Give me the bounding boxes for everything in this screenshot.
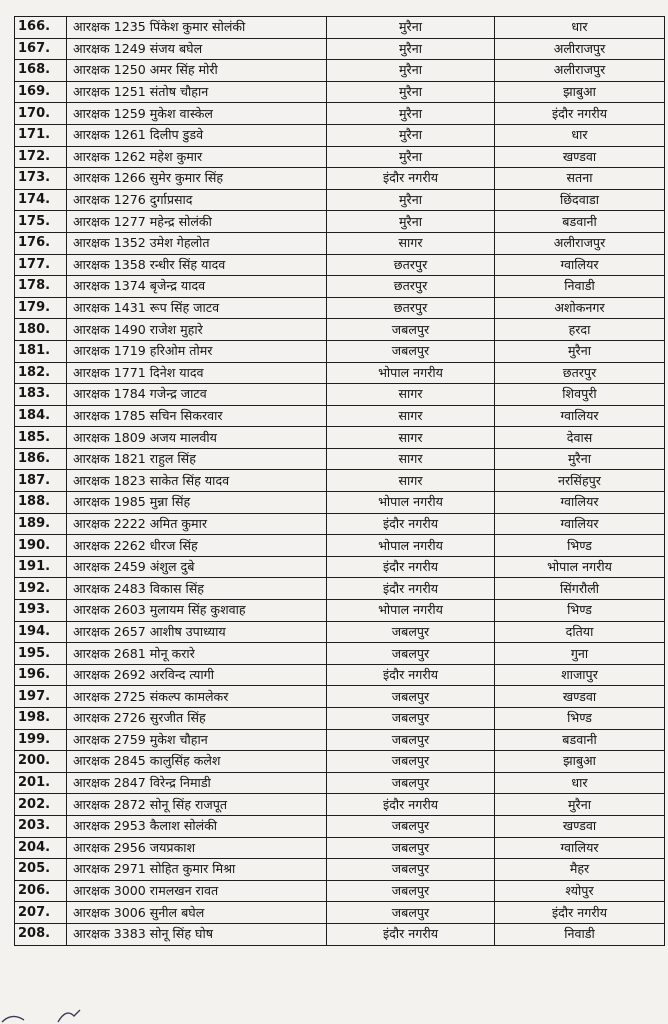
employee-name-cell: आरक्षक 1823 साकेत सिंह यादव xyxy=(67,470,327,492)
table-row xyxy=(15,837,665,859)
table-row xyxy=(15,492,665,514)
serial-number-cell: 168. xyxy=(15,60,67,82)
pen-mark xyxy=(0,1004,120,1024)
employee-name-cell: आरक्षक 1266 सुमेर कुमार सिंह xyxy=(67,168,327,190)
to-district-cell: मुरैना xyxy=(495,340,665,362)
employee-name-cell: आरक्षक 1719 हरिओम तोमर xyxy=(67,340,327,362)
serial-number-cell: 170. xyxy=(15,103,67,125)
from-district-cell: जबलपुर xyxy=(327,772,495,794)
to-district-cell: मुरैना xyxy=(495,448,665,470)
to-district-cell: गुना xyxy=(495,643,665,665)
employee-name-cell: आरक्षक 2681 मोनू करारे xyxy=(67,643,327,665)
from-district-cell: मुरैना xyxy=(327,146,495,168)
from-district-cell: जबलपुर xyxy=(327,686,495,708)
employee-name-cell: आरक्षक 1250 अमर सिंह मोरी xyxy=(67,60,327,82)
employee-name-cell: आरक्षक 1358 रन्धीर सिंह यादव xyxy=(67,254,327,276)
employee-name-cell: आरक्षक 1431 रूप सिंह जाटव xyxy=(67,297,327,319)
serial-number-cell: 203. xyxy=(15,815,67,837)
from-district-cell: इंदौर नगरीय xyxy=(327,578,495,600)
serial-number-cell: 199. xyxy=(15,729,67,751)
employee-name-cell: आरक्षक 2262 धीरज सिंह xyxy=(67,535,327,557)
from-district-cell: जबलपुर xyxy=(327,902,495,924)
from-district-cell: मुरैना xyxy=(327,81,495,103)
table-row xyxy=(15,664,665,686)
serial-number-cell: 200. xyxy=(15,751,67,773)
table-row xyxy=(15,729,665,751)
employee-name-cell: आरक्षक 1262 महेश कुमार xyxy=(67,146,327,168)
table-row xyxy=(15,276,665,298)
serial-number-cell: 185. xyxy=(15,427,67,449)
employee-name-cell: आरक्षक 2956 जयप्रकाश xyxy=(67,837,327,859)
to-district-cell: मैहर xyxy=(495,859,665,881)
from-district-cell: इंदौर नगरीय xyxy=(327,168,495,190)
employee-name-cell: आरक्षक 1784 गजेन्द्र जाटव xyxy=(67,384,327,406)
serial-number-cell: 190. xyxy=(15,535,67,557)
from-district-cell: छतरपुर xyxy=(327,276,495,298)
table-row xyxy=(15,405,665,427)
transfer-list-body xyxy=(15,17,665,946)
serial-number-cell: 171. xyxy=(15,124,67,146)
serial-number-cell: 208. xyxy=(15,923,67,945)
employee-name-cell: आरक्षक 2847 विरेन्द्र निमाडी xyxy=(67,772,327,794)
table-row xyxy=(15,17,665,39)
to-district-cell: अशोकनगर xyxy=(495,297,665,319)
to-district-cell: खण्डवा xyxy=(495,146,665,168)
transfer-list-sheet xyxy=(14,16,664,946)
from-district-cell: जबलपुर xyxy=(327,729,495,751)
to-district-cell: श्योपुर xyxy=(495,880,665,902)
to-district-cell: ग्वालियर xyxy=(495,405,665,427)
serial-number-cell: 173. xyxy=(15,168,67,190)
employee-name-cell: आरक्षक 1276 दुर्गाप्रसाद xyxy=(67,189,327,211)
to-district-cell: दतिया xyxy=(495,621,665,643)
employee-name-cell: आरक्षक 2657 आशीष उपाध्याय xyxy=(67,621,327,643)
to-district-cell: भिण्ड xyxy=(495,708,665,730)
table-row xyxy=(15,513,665,535)
serial-number-cell: 196. xyxy=(15,664,67,686)
table-row xyxy=(15,362,665,384)
from-district-cell: मुरैना xyxy=(327,60,495,82)
table-row xyxy=(15,60,665,82)
to-district-cell: अलीराजपुर xyxy=(495,60,665,82)
to-district-cell: नरसिंहपुर xyxy=(495,470,665,492)
to-district-cell: धार xyxy=(495,17,665,39)
from-district-cell: इंदौर नगरीय xyxy=(327,923,495,945)
serial-number-cell: 187. xyxy=(15,470,67,492)
employee-name-cell: आरक्षक 1352 उमेश गेहलोत xyxy=(67,232,327,254)
to-district-cell: निवाडी xyxy=(495,276,665,298)
to-district-cell: देवास xyxy=(495,427,665,449)
serial-number-cell: 174. xyxy=(15,189,67,211)
serial-number-cell: 175. xyxy=(15,211,67,233)
to-district-cell: छिंदवाडा xyxy=(495,189,665,211)
from-district-cell: जबलपुर xyxy=(327,837,495,859)
from-district-cell: जबलपुर xyxy=(327,319,495,341)
from-district-cell: इंदौर नगरीय xyxy=(327,513,495,535)
employee-name-cell: आरक्षक 2725 संकल्प कामलेकर xyxy=(67,686,327,708)
table-row xyxy=(15,189,665,211)
table-row xyxy=(15,902,665,924)
to-district-cell: इंदौर नगरीय xyxy=(495,902,665,924)
employee-name-cell: आरक्षक 1985 मुन्ना सिंह xyxy=(67,492,327,514)
table-row xyxy=(15,923,665,945)
serial-number-cell: 192. xyxy=(15,578,67,600)
serial-number-cell: 204. xyxy=(15,837,67,859)
employee-name-cell: आरक्षक 2971 सोहित कुमार मिश्रा xyxy=(67,859,327,881)
employee-name-cell: आरक्षक 1374 बृजेन्द्र यादव xyxy=(67,276,327,298)
from-district-cell: सागर xyxy=(327,384,495,406)
serial-number-cell: 206. xyxy=(15,880,67,902)
serial-number-cell: 193. xyxy=(15,600,67,622)
employee-name-cell: आरक्षक 1249 संजय बघेल xyxy=(67,38,327,60)
table-row xyxy=(15,600,665,622)
from-district-cell: जबलपुर xyxy=(327,815,495,837)
serial-number-cell: 182. xyxy=(15,362,67,384)
employee-name-cell: आरक्षक 1490 राजेश मुहारे xyxy=(67,319,327,341)
employee-name-cell: आरक्षक 3000 रामलखन रावत xyxy=(67,880,327,902)
from-district-cell: छतरपुर xyxy=(327,254,495,276)
serial-number-cell: 169. xyxy=(15,81,67,103)
from-district-cell: मुरैना xyxy=(327,103,495,125)
employee-name-cell: आरक्षक 1821 राहुल सिंह xyxy=(67,448,327,470)
serial-number-cell: 184. xyxy=(15,405,67,427)
to-district-cell: सतना xyxy=(495,168,665,190)
employee-name-cell: आरक्षक 1261 दिलीप डुडवे xyxy=(67,124,327,146)
to-district-cell: इंदौर नगरीय xyxy=(495,103,665,125)
table-row xyxy=(15,319,665,341)
to-district-cell: शिवपुरी xyxy=(495,384,665,406)
from-district-cell: जबलपुर xyxy=(327,880,495,902)
from-district-cell: सागर xyxy=(327,232,495,254)
employee-name-cell: आरक्षक 2459 अंशुल दुबे xyxy=(67,556,327,578)
serial-number-cell: 179. xyxy=(15,297,67,319)
table-row xyxy=(15,124,665,146)
to-district-cell: धार xyxy=(495,124,665,146)
from-district-cell: जबलपुर xyxy=(327,708,495,730)
from-district-cell: मुरैना xyxy=(327,189,495,211)
serial-number-cell: 176. xyxy=(15,232,67,254)
from-district-cell: मुरैना xyxy=(327,211,495,233)
from-district-cell: भोपाल नगरीय xyxy=(327,600,495,622)
to-district-cell: ग्वालियर xyxy=(495,492,665,514)
serial-number-cell: 202. xyxy=(15,794,67,816)
employee-name-cell: आरक्षक 2872 सोनू सिंह राजपूत xyxy=(67,794,327,816)
serial-number-cell: 205. xyxy=(15,859,67,881)
employee-name-cell: आरक्षक 2603 मुलायम सिंह कुशवाह xyxy=(67,600,327,622)
to-district-cell: खण्डवा xyxy=(495,815,665,837)
table-row xyxy=(15,751,665,773)
table-row xyxy=(15,578,665,600)
table-row xyxy=(15,297,665,319)
employee-name-cell: आरक्षक 1785 सचिन सिकरवार xyxy=(67,405,327,427)
table-row xyxy=(15,772,665,794)
to-district-cell: बडवानी xyxy=(495,211,665,233)
employee-name-cell: आरक्षक 1277 महेन्द्र सोलंकी xyxy=(67,211,327,233)
from-district-cell: इंदौर नगरीय xyxy=(327,664,495,686)
table-row xyxy=(15,794,665,816)
from-district-cell: इंदौर नगरीय xyxy=(327,556,495,578)
serial-number-cell: 167. xyxy=(15,38,67,60)
table-row xyxy=(15,859,665,881)
table-row xyxy=(15,254,665,276)
from-district-cell: सागर xyxy=(327,405,495,427)
from-district-cell: जबलपुर xyxy=(327,340,495,362)
from-district-cell: सागर xyxy=(327,448,495,470)
from-district-cell: जबलपुर xyxy=(327,751,495,773)
employee-name-cell: आरक्षक 1259 मुकेश वास्केल xyxy=(67,103,327,125)
employee-name-cell: आरक्षक 2692 अरविन्द त्यागी xyxy=(67,664,327,686)
serial-number-cell: 201. xyxy=(15,772,67,794)
table-row xyxy=(15,384,665,406)
employee-name-cell: आरक्षक 3383 सोनू सिंह घोष xyxy=(67,923,327,945)
to-district-cell: झाबुआ xyxy=(495,81,665,103)
to-district-cell: अलीराजपुर xyxy=(495,232,665,254)
employee-name-cell: आरक्षक 1809 अजय मालवीय xyxy=(67,427,327,449)
to-district-cell: ग्वालियर xyxy=(495,837,665,859)
table-row xyxy=(15,81,665,103)
serial-number-cell: 188. xyxy=(15,492,67,514)
from-district-cell: भोपाल नगरीय xyxy=(327,492,495,514)
serial-number-cell: 194. xyxy=(15,621,67,643)
table-row xyxy=(15,470,665,492)
employee-name-cell: आरक्षक 1771 दिनेश यादव xyxy=(67,362,327,384)
to-district-cell: अलीराजपुर xyxy=(495,38,665,60)
to-district-cell: झाबुआ xyxy=(495,751,665,773)
table-row xyxy=(15,643,665,665)
transfer-list-table xyxy=(14,16,665,946)
to-district-cell: निवाडी xyxy=(495,923,665,945)
from-district-cell: जबलपुर xyxy=(327,621,495,643)
to-district-cell: ग्वालियर xyxy=(495,254,665,276)
to-district-cell: धार xyxy=(495,772,665,794)
serial-number-cell: 191. xyxy=(15,556,67,578)
employee-name-cell: आरक्षक 2222 अमित कुमार xyxy=(67,513,327,535)
employee-name-cell: आरक्षक 1235 पिंकेश कुमार सोलंकी xyxy=(67,17,327,39)
table-row xyxy=(15,38,665,60)
to-district-cell: बडवानी xyxy=(495,729,665,751)
table-row xyxy=(15,815,665,837)
serial-number-cell: 207. xyxy=(15,902,67,924)
employee-name-cell: आरक्षक 2759 मुकेश चौहान xyxy=(67,729,327,751)
employee-name-cell: आरक्षक 2953 कैलाश सोलंकी xyxy=(67,815,327,837)
to-district-cell: हरदा xyxy=(495,319,665,341)
from-district-cell: भोपाल नगरीय xyxy=(327,362,495,384)
to-district-cell: मुरैना xyxy=(495,794,665,816)
employee-name-cell: आरक्षक 2845 कालुसिंह कलेश xyxy=(67,751,327,773)
from-district-cell: मुरैना xyxy=(327,124,495,146)
table-row xyxy=(15,427,665,449)
serial-number-cell: 178. xyxy=(15,276,67,298)
table-row xyxy=(15,880,665,902)
employee-name-cell: आरक्षक 1251 संतोष चौहान xyxy=(67,81,327,103)
to-district-cell: छतरपुर xyxy=(495,362,665,384)
serial-number-cell: 186. xyxy=(15,448,67,470)
serial-number-cell: 197. xyxy=(15,686,67,708)
serial-number-cell: 195. xyxy=(15,643,67,665)
table-row xyxy=(15,556,665,578)
from-district-cell: भोपाल नगरीय xyxy=(327,535,495,557)
to-district-cell: खण्डवा xyxy=(495,686,665,708)
serial-number-cell: 181. xyxy=(15,340,67,362)
table-row xyxy=(15,103,665,125)
to-district-cell: शाजापुर xyxy=(495,664,665,686)
table-row xyxy=(15,621,665,643)
from-district-cell: इंदौर नगरीय xyxy=(327,794,495,816)
table-row xyxy=(15,708,665,730)
table-row xyxy=(15,168,665,190)
table-row xyxy=(15,448,665,470)
to-district-cell: भिण्ड xyxy=(495,535,665,557)
to-district-cell: ग्वालियर xyxy=(495,513,665,535)
from-district-cell: मुरैना xyxy=(327,17,495,39)
from-district-cell: जबलपुर xyxy=(327,643,495,665)
table-row xyxy=(15,146,665,168)
from-district-cell: जबलपुर xyxy=(327,859,495,881)
serial-number-cell: 180. xyxy=(15,319,67,341)
table-row xyxy=(15,535,665,557)
from-district-cell: छतरपुर xyxy=(327,297,495,319)
employee-name-cell: आरक्षक 3006 सुनील बघेल xyxy=(67,902,327,924)
serial-number-cell: 166. xyxy=(15,17,67,39)
employee-name-cell: आरक्षक 2483 विकास सिंह xyxy=(67,578,327,600)
table-row xyxy=(15,686,665,708)
to-district-cell: भिण्ड xyxy=(495,600,665,622)
serial-number-cell: 198. xyxy=(15,708,67,730)
from-district-cell: सागर xyxy=(327,427,495,449)
serial-number-cell: 172. xyxy=(15,146,67,168)
serial-number-cell: 189. xyxy=(15,513,67,535)
to-district-cell: भोपाल नगरीय xyxy=(495,556,665,578)
table-row xyxy=(15,211,665,233)
table-row xyxy=(15,232,665,254)
from-district-cell: मुरैना xyxy=(327,38,495,60)
from-district-cell: सागर xyxy=(327,470,495,492)
employee-name-cell: आरक्षक 2726 सुरजीत सिंह xyxy=(67,708,327,730)
serial-number-cell: 177. xyxy=(15,254,67,276)
table-row xyxy=(15,340,665,362)
serial-number-cell: 183. xyxy=(15,384,67,406)
to-district-cell: सिंगरौली xyxy=(495,578,665,600)
